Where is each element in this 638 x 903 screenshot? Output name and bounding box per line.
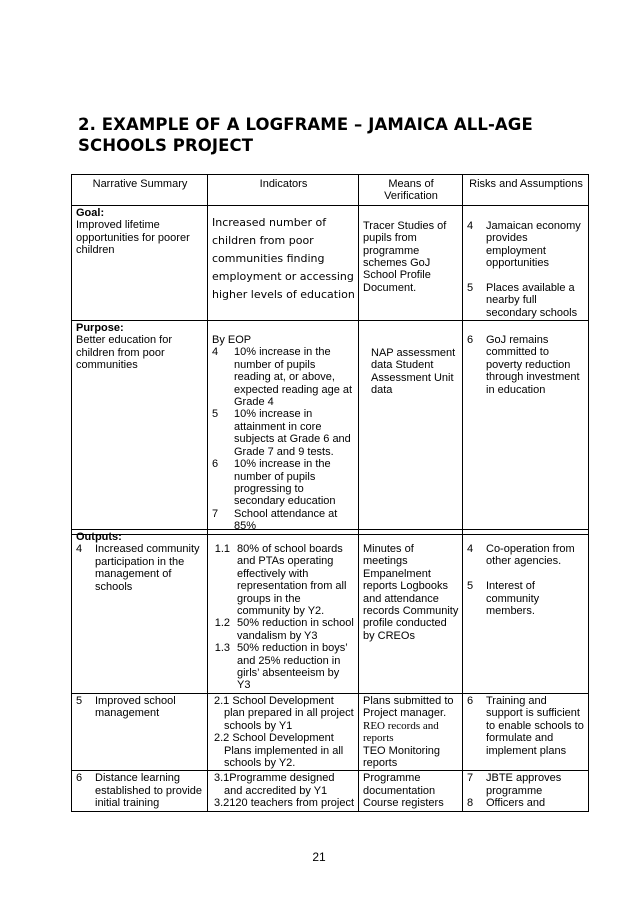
output-item: 4 Increased community participation in the management of schools [76,543,200,593]
outputs-row [72,530,589,694]
header-indicators: Indicators [208,175,359,206]
purpose-indicators-intro: By EOP [212,334,252,347]
output-indicators [208,771,359,811]
indicator-item: 5 10% increase in attainment in core subjects at Grade 6 and Grade 7 and 9 tests. [212,408,351,458]
page-number: 21 [312,850,326,864]
output-indicators [208,530,359,694]
indicator-item: 2.2 School Development Plans implemented in all schools by Y2. [214,732,344,769]
output-risks [463,693,589,770]
risk-item: 5 Places available a nearby full secondary schools [467,281,578,319]
indicator-item: 7 School attendance at 85% [212,507,338,533]
table-header-row [72,175,589,206]
header-risks-assumptions: Risks and Assumptions [463,175,589,206]
purpose-text: Better education for children from poor communities [76,334,173,372]
output-row [72,771,589,811]
goal-label: Goal: [76,206,105,219]
section-heading: 2. EXAMPLE OF A LOGFRAME – JAMAICA ALL-AGE SCHOOLS PROJECT [78,115,533,155]
indicator-item: 3.2120 teachers from project [214,797,355,810]
output-cell [72,771,208,811]
goal-means: Tracer Studies of pupils from programme schemes GoJ School Profile Document. [359,205,463,320]
risk-item: 7 JBTE approves programme [467,772,562,797]
output-risks [463,530,589,694]
goal-text: Improved lifetime opportunities for poorer children [76,219,190,257]
purpose-row [72,321,589,535]
purpose-indicators [208,321,359,535]
indicator-item: 4 10% increase in the number of pupils reading at, or above, expected reading age at Grade 4 [212,346,353,409]
indicator-item: 6 10% increase in the number of pupils progressing to secondary education [212,458,336,508]
header-narrative-summary: Narrative Summary [72,175,208,206]
purpose-risks [463,321,589,535]
output-risks [463,771,589,811]
output-indicators [208,693,359,770]
output-cell [72,693,208,770]
means-item: TEO Monitoring reports [363,744,441,769]
indicator-item: 1.1 80% of school boards and PTAs operating effectively with representation from all groups in the community by Y2. [214,543,347,618]
output-means: Minutes of meetings Empanelment reports Logbooks and attendance records Community profile conducted by CREOs [359,530,463,694]
output-item: 6 Distance learning established to provide initial training [76,772,203,810]
output-row [72,693,589,770]
goal-indicator: Increased number of children from poor communities finding employment or accessing higher levels of education [208,205,359,320]
indicator-item: 3.1Programme designed and accredited by Y1 [214,772,335,797]
means-item: Plans submitted to Project manager. [363,694,454,720]
logframe-table-upper [71,174,589,535]
risk-item: 8 Officers and [467,797,546,810]
risk-item: 4 Jamaican economy provides employment opportunities [467,219,581,270]
risk-item: 4 Co-operation from other agencies. [467,543,575,568]
goal-risks [463,205,589,320]
purpose-label: Purpose: [76,322,124,335]
goal-row [72,205,589,320]
risk-item: 6 GoJ remains committed to poverty reduction through investment in education [467,334,580,396]
indicator-item: 2.1 School Development plan prepared in all project schools by Y1 [214,694,354,732]
outputs-label: Outputs: [76,531,122,543]
purpose-means: NAP assessment data Student Assessment Unit data [359,321,463,535]
output-means [359,693,463,770]
outputs-cell [72,530,208,694]
output-item: 5 Improved school management [76,694,176,720]
indicator-item: 1.2 50% reduction in school vandalism by Y3 [214,617,354,642]
goal-cell [72,205,208,320]
header-means-of-verification: Means of Verification [359,175,463,206]
purpose-cell [72,321,208,535]
output-means: Programme documentation Course registers [359,771,463,811]
risk-item: 5 Interest of community members. [467,580,540,618]
means-item: REO records and reports [363,719,439,745]
logframe-table-outputs [71,529,589,812]
indicator-item: 1.3 50% reduction in boys’ and 25% reduction in girls’ absenteeism by Y3 [214,642,348,692]
risk-item: 6 Training and support is sufficient to enable schools to formulate and implement plans [467,694,584,757]
